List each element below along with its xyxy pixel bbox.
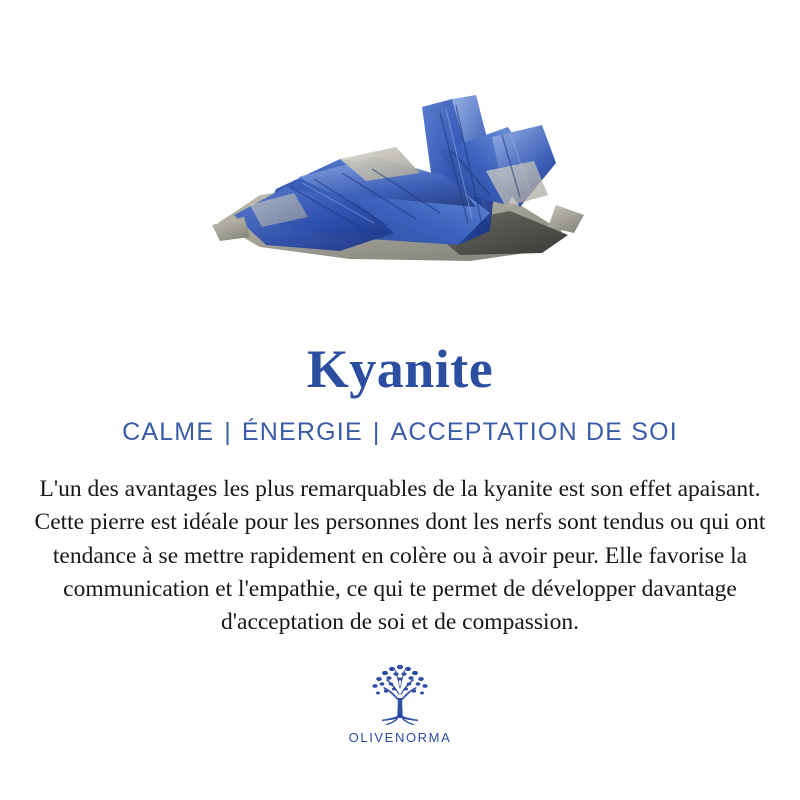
stone-image: [0, 10, 800, 330]
description-text: L'un des avantages les plus remarquables de la kyanite est son effet apaisant. Cette pierre est idéale pour les personnes dont les nerfs sont tendus ou qui ont tendance à se mettre rapidement en colère ou à avoir peur. Elle favorise la communication et l'empathie, ce qui te permet de développer davantage d'acceptation de soi et de compassion.: [34, 476, 766, 636]
keyword-1: CALME: [122, 418, 215, 446]
kyanite-stone-illustration: [190, 55, 610, 285]
brand-name: OLIVENORMA: [348, 729, 452, 745]
keyword-separator-2: |: [372, 418, 381, 446]
keyword-2: ÉNERGIE: [241, 418, 363, 446]
keyword-3: ACCEPTATION DE SOI: [390, 418, 678, 446]
description-block: [30, 473, 770, 640]
stone-chip-2: [212, 217, 250, 241]
brand-logo: [349, 658, 452, 745]
tree-of-life-icon: [361, 658, 439, 728]
keyword-separator-1: |: [224, 418, 232, 446]
keyword-list: [122, 418, 678, 447]
page-title: Kyanite: [306, 339, 494, 399]
